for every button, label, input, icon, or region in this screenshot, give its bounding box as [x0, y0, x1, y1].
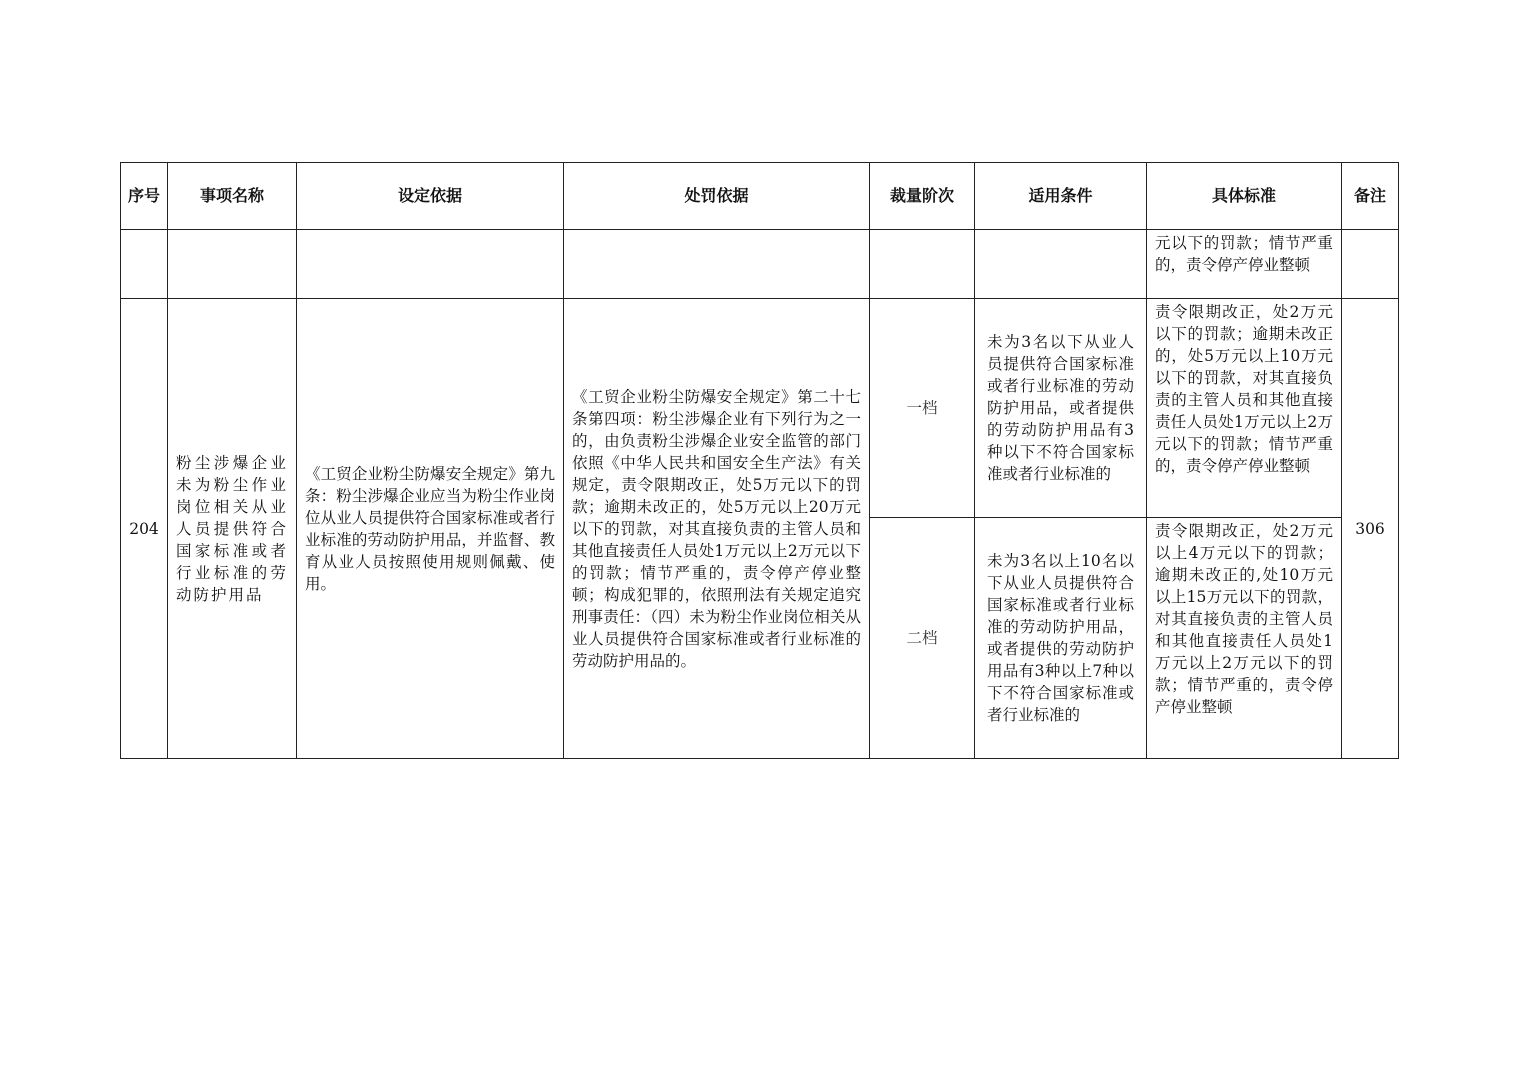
grade-1-level-cell: 一档 — [870, 299, 975, 518]
header-basis-penalty: 处罚依据 — [564, 163, 870, 230]
cont-seq-cell — [121, 230, 168, 299]
grade-2-standard-cell: 责令限期改正，处2万元以上4万元以下的罚款；逾期未改正的,处10万元以上15万元以下的罚款，对其直接负责的主管人员和其他直接责任人员处1万元以上2万元以下的罚款；情节严重的，责令停产停业整顿 — [1147, 518, 1342, 759]
cont-condition-cell — [975, 230, 1147, 299]
header-remark: 备注 — [1342, 163, 1399, 230]
entry-basis-penalty-cell: 《工贸企业粉尘防爆安全规定》第二十七条第四项：粉尘涉爆企业有下列行为之一的，由负责粉尘涉爆企业安全监管的部门依照《中华人民共和国安全生产法》有关规定，责令限期改正，处5万元以下的罚款；逾期未改正的，处5万元以上20万元以下的罚款，对其直接负责的主管人员和其他直接责任人员处1万元以上2万元以下的罚款；情节严重的，责令停产停业整顿；构成犯罪的，依照刑法有关规定追究刑事责任：（四）未为粉尘作业岗位相关从业人员提供符合国家标准或者行业标准的劳动防护用品的。 — [564, 299, 870, 759]
header-basis-set: 设定依据 — [297, 163, 564, 230]
cont-remark-cell — [1342, 230, 1399, 299]
table-header-row — [121, 163, 1399, 230]
entry-remark-cell: 306 — [1342, 299, 1399, 759]
grade-1-standard-cell: 责令限期改正，处2万元以下的罚款；逾期未改正的，处5万元以上10万元以下的罚款，对其直接负责的主管人员和其他直接责任人员处1万元以上2万元以下的罚款；情节严重的，责令停产停业整顿 — [1147, 299, 1342, 518]
cont-basis-set-cell — [297, 230, 564, 299]
cont-item-cell — [168, 230, 297, 299]
entry-item-name-cell: 粉尘涉爆企业未为粉尘作业岗位相关从业人员提供符合国家标准或者行业标准的劳动防护用品 — [168, 299, 297, 759]
header-item-name: 事项名称 — [168, 163, 297, 230]
grade-1-condition-cell: 未为3名以下从业人员提供符合国家标准或者行业标准的劳动防护用品，或者提供的劳动防护用品有3种以下不符合国家标准或者行业标准的 — [975, 299, 1147, 518]
continuation-row — [121, 230, 1399, 299]
entry-seq-cell: 204 — [121, 299, 168, 759]
header-level: 裁量阶次 — [870, 163, 975, 230]
header-seq: 序号 — [121, 163, 168, 230]
grade-2-level-cell: 二档 — [870, 518, 975, 759]
penalty-discretion-table — [120, 162, 1399, 759]
header-condition: 适用条件 — [975, 163, 1147, 230]
cont-level-cell — [870, 230, 975, 299]
cont-basis-penalty-cell — [564, 230, 870, 299]
table-row-grade-1 — [121, 299, 1399, 518]
entry-basis-set-cell: 《工贸企业粉尘防爆安全规定》第九条：粉尘涉爆企业应当为粉尘作业岗位从业人员提供符合国家标准或者行业标准的劳动防护用品，并监督、教育从业人员按照使用规则佩戴、使用。 — [297, 299, 564, 759]
cont-standard-cell: 元以下的罚款；情节严重的，责令停产停业整顿 — [1147, 230, 1342, 299]
grade-2-condition-cell: 未为3名以上10名以下从业人员提供符合国家标准或者行业标准的劳动防护用品，或者提供的劳动防护用品有3种以上7种以下不符合国家标准或者行业标准的 — [975, 518, 1147, 759]
header-standard: 具体标准 — [1147, 163, 1342, 230]
